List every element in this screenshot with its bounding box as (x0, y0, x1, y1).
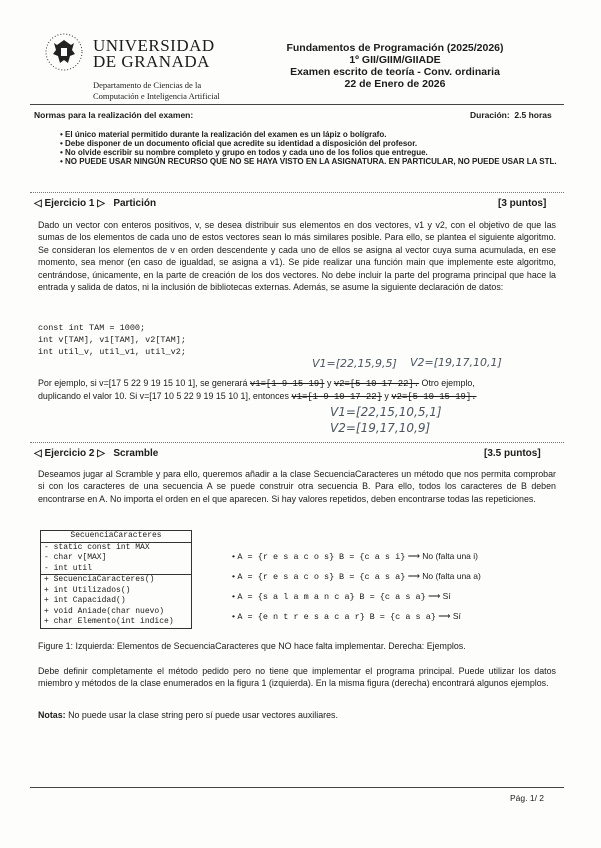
ex1-points: [3 puntos] (498, 198, 547, 209)
ex1-statement: Dado un vector con enteros positivos, v, se desea distribuir sus elementos en dos vectores, v1 y v2, con el objetivo de que las sumas de los elementos de cada uno de estos vectores sean lo más similares posible. Para ello, se plantea el siguiente algoritmo. Se consideran los elementos de v en orden descendente y cada uno de ellos se asigna al vector cuya suma acumulada, en ese momento, sea menor (en caso de igualdad, se asigna a v1). Se pide realizar una función main que implemente este algoritmo, centrándose, únicamente, en la parte de creación de los dos vectores. No debe incluir la parte del programa principal que hace la entrada y salida de datos, ni la inclusión de bibliotecas externas. Además, se asume la siguiente declaración de datos: (38, 220, 556, 293)
exam-heading: Fundamentos de Programación (2025/2026) 1º GII/GIIM/GIIADE Examen escrito de teoría - Conv. ordinaria 22 de Enero de 2026 (286, 42, 504, 90)
ex2-statement: Deseamos jugar al Scramble y para ello, queremos añadir a la clase SecuenciaCaracteres un método que nos permita comprobar si con los caracteres de una secuencia A se puede construir otra secuencia B. Para ello, todos los caracteres de B deben encontrarse en A. No importa el orden en el que aparecen. Si hay valores repetidos, deben encontrarse todas las repeticiones. (38, 469, 556, 504)
ex1-code: const int TAM = 1000; int v[TAM], v1[TAM], v2[TAM]; int util_v, util_v1, util_v2; (38, 323, 186, 357)
list-item: • A = {r e s a c o s} B = {c a s a} ⟶ No (falta una a) (232, 571, 481, 582)
list-item: • A = {r e s a c o s} B = {c a s i} ⟶ No (falta una i) (232, 551, 478, 562)
uml-methods: + SecuenciaCaracteres() + int Utilizados() + int Capacidad() + void Aniade(char nuevo) + char Elemento(int indice) (44, 575, 174, 626)
handwritten-v1: V1=[22,15,9,5] (312, 357, 397, 370)
handwritten-v2-b: V2=[19,17,10,9] (330, 421, 431, 435)
list-item: • El único material permitido durante la realización del examen es un lápiz o bolígrafo. (60, 130, 387, 139)
ex2-points: [3.5 puntos] (484, 448, 541, 459)
duration: Duración: 2.5 horas (470, 110, 552, 120)
uml-attributes: - static const int MAX - char v[MAX] - int util (41, 543, 191, 576)
list-item: • A = {s a l a m a n c a} B = {c a s a} ⟶ Sí (232, 591, 451, 602)
header-rule (30, 104, 564, 105)
handwritten-v2: V2=[19,17,10,1] (410, 356, 502, 369)
uml-class-box (40, 530, 192, 629)
rules-list (60, 130, 560, 166)
ex1-example-b: duplicando el valor 10. Si v=[17 10 5 22 9 19 15 10 1], entonces v1=[1 9 10 17 22] y v2=[5 10 15 19]. (38, 391, 477, 402)
divider (30, 442, 564, 443)
ex1-example-a: Por ejemplo, si v=[17 5 22 9 19 15 10 1], se generará v1=[1 9 15 19] y v2=[5 10 17 22]. Otro ejemplo, (38, 378, 475, 389)
handwritten-v1-b: V1=[22,15,10,5,1] (330, 405, 442, 419)
ex2-instructions: Debe definir completamente el método pedido pero no tiene que implementar el programa principal. Puede utilizar los datos miembro y métodos de la clase enumerados en la figura 1 (izquierda). En la misma figura (derecha) encontrará algunos ejemplos. (38, 666, 556, 689)
university-seal (44, 32, 84, 72)
ex2-header: ◁ Ejercicio 2 ▷ Scramble (34, 448, 159, 459)
list-item: • A = {e n t r e s a c a r} B = {c a s a} ⟶ Sí (232, 611, 461, 622)
footer-rule (30, 787, 564, 788)
figure-caption: Figure 1: Izquierda: Elementos de SecuenciaCaracteres que NO hace falta implementar. Derecha: Ejemplos. (38, 641, 466, 651)
scramble-examples (232, 547, 481, 627)
ex1-header: ◁ Ejercicio 1 ▷ Partición (34, 198, 157, 209)
list-item: • Debe disponer de un documento oficial que acredite su identidad a disposición del profesor. (60, 139, 418, 148)
page-number: Pág. 1/ 2 (510, 793, 545, 803)
list-item: • No olvide escribir su nombre completo y grupo en todos y cada uno de los folios que entregue. (60, 148, 428, 157)
ex2-notes: Notas: No puede usar la clase string pero sí puede usar vectores auxiliares. (38, 710, 338, 720)
university-name: UNIVERSIDAD DE GRANADA (93, 36, 215, 71)
uml-class-title: SecuenciaCaracteres (41, 531, 191, 543)
rules-title: Normas para la realización del examen: (34, 110, 194, 120)
divider (30, 192, 564, 193)
department: Departamento de Ciencias de la Computación e Inteligencia Artificial (93, 80, 220, 101)
list-item: • NO PUEDE USAR NINGÚN RECURSO QUE NO SE HAYA VISTO EN LA ASIGNATURA. EN PARTICULAR, NO PUEDE USAR LA STL. (60, 157, 557, 166)
